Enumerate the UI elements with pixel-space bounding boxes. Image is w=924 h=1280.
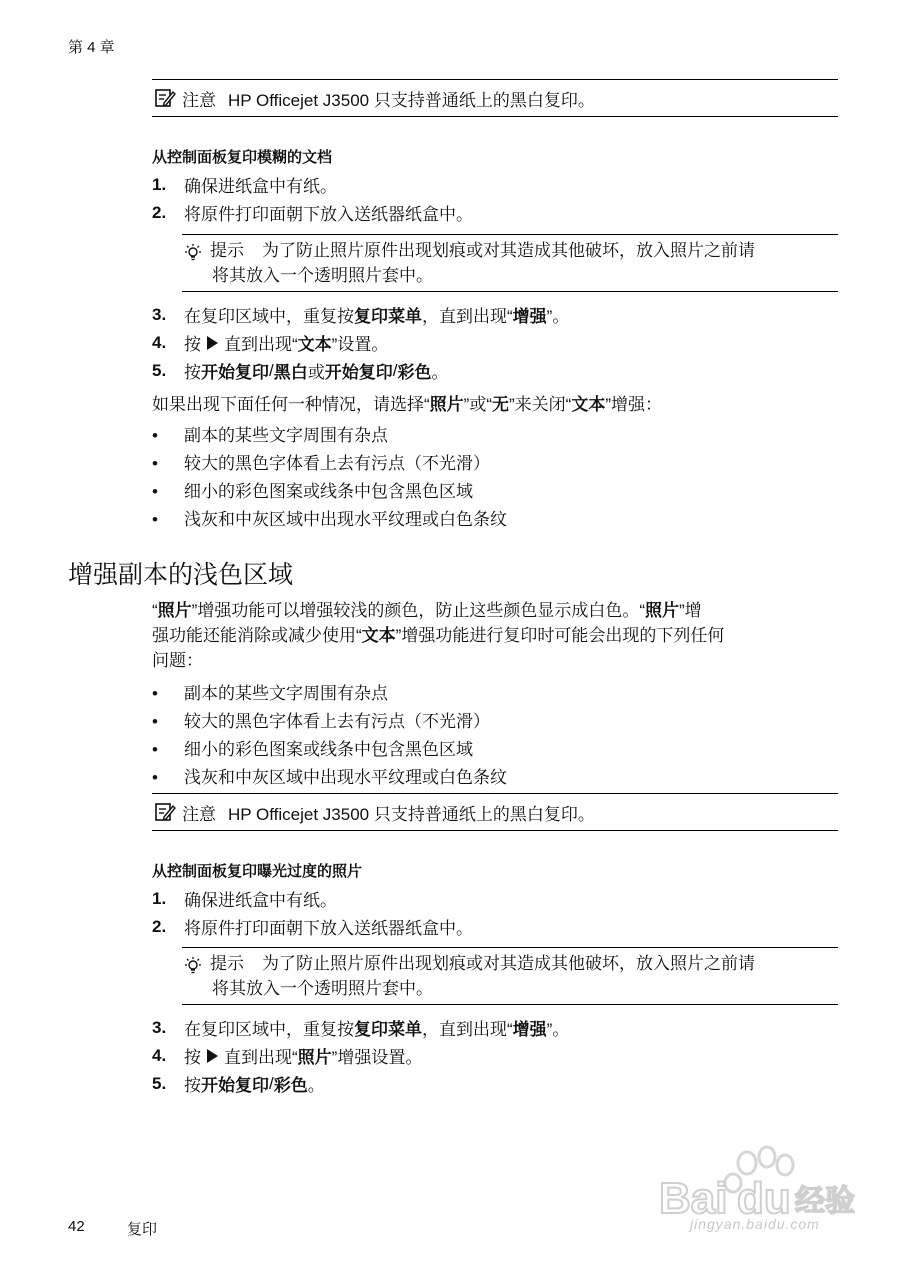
step-bold: 增强 (512, 307, 547, 326)
tip-text-line1: 为了防止照片原件出现划痕或对其造成其他破坏，放入照片之前请 (262, 954, 755, 973)
step-3 (152, 1015, 569, 1040)
procedure-title: 从控制面板复印曝光过度的照片 (152, 863, 363, 880)
step-text: 。 (307, 1076, 325, 1095)
step-bold: 文本 (297, 335, 332, 354)
paragraph-line: 问题： (152, 651, 203, 670)
list-item-text: 细小的彩色图案或线条中包含黑色区域 (184, 482, 473, 501)
step-number: 3. (152, 304, 167, 324)
step-text: 确保进纸盒中有纸。 (184, 891, 337, 910)
step-4 (152, 1043, 422, 1068)
svg-text:Bai: Bai (659, 1174, 728, 1223)
list-item (152, 421, 388, 446)
step-number: 1. (152, 888, 167, 908)
step-bold: 复印菜单 (354, 1020, 422, 1039)
para-bold: 文本 (361, 626, 396, 645)
step-5 (152, 358, 448, 383)
step-text: ，直到出现“ (422, 1020, 513, 1039)
step-text: 按 (184, 335, 201, 354)
step-text: 将原件打印面朝下放入送纸器纸盒中。 (184, 205, 473, 224)
step-text: ”增强设置。 (331, 1048, 423, 1067)
step-number: 5. (152, 360, 167, 380)
step-text: 将原件打印面朝下放入送纸器纸盒中。 (184, 919, 473, 938)
chapter-label: 第 4 章 (68, 39, 115, 56)
note-box (152, 79, 838, 117)
footer-section-title: 复印 (127, 1221, 158, 1238)
note-box (152, 793, 838, 831)
note-text: HP Officejet J3500 只支持普通纸上的黑白复印。 (228, 804, 595, 824)
step-1 (152, 886, 337, 911)
tip-text-line2: 将其放入一个透明照片套中。 (212, 979, 433, 998)
para-text: ”增强功能可以增强较浅的颜色，防止这些颜色显示成白色。“ (191, 601, 645, 620)
list-item-text: 较大的黑色字体看上去有污点（不光滑） (184, 712, 490, 731)
bullet: • (152, 768, 158, 787)
bullet: • (152, 712, 158, 731)
section-heading: 增强副本的浅色区域 (68, 561, 294, 589)
bullet: • (152, 454, 158, 473)
step-bold: 增强 (512, 1020, 547, 1039)
step-text: ”。 (546, 307, 570, 326)
step-number: 4. (152, 1045, 167, 1065)
tip-text-line1: 为了防止照片原件出现划痕或对其造成其他破坏，放入照片之前请 (262, 241, 755, 260)
step-bold: 开始复印 (324, 363, 393, 382)
step-bold: 彩色 (397, 363, 432, 382)
step-number: 4. (152, 332, 167, 352)
paragraph-line (152, 623, 724, 648)
step-3 (152, 302, 569, 327)
note-label: 注意 (182, 90, 216, 110)
step-text: / (269, 1073, 274, 1093)
para-text: ”或“ (463, 395, 492, 414)
step-number: 2. (152, 202, 167, 222)
paragraph (152, 390, 662, 415)
tip-text-line2: 将其放入一个透明照片套中。 (212, 266, 433, 285)
tip-box (182, 234, 838, 292)
list-item-text: 副本的某些文字周围有杂点 (184, 684, 388, 703)
right-arrow-icon (207, 1049, 218, 1063)
step-4 (152, 330, 388, 355)
step-number: 3. (152, 1017, 167, 1037)
para-text: ”增 (679, 601, 702, 620)
para-text: ”增强： (605, 395, 662, 414)
list-item-text: 浅灰和中灰区域中出现水平纹理或白色条纹 (184, 510, 507, 529)
procedure-title: 从控制面板复印模糊的文档 (152, 149, 333, 166)
para-bold: 文本 (571, 395, 606, 414)
step-number: 1. (152, 174, 167, 194)
svg-text:du: du (737, 1174, 791, 1223)
bullet: • (152, 740, 158, 759)
step-text: / (392, 360, 398, 380)
para-bold: 照片 (429, 395, 464, 414)
tip-label: 提示 (210, 241, 244, 260)
list-item (152, 735, 473, 760)
step-bold: 彩色 (273, 1076, 308, 1095)
step-text: 或 (307, 363, 325, 382)
step-2 (152, 914, 473, 939)
step-number: 2. (152, 916, 167, 936)
para-bold: 照片 (157, 601, 192, 620)
tip-box (182, 947, 838, 1005)
step-text: 在复印区域中，重复按 (184, 1020, 354, 1039)
step-number: 5. (152, 1073, 167, 1093)
list-item (152, 707, 490, 732)
page-number: 42 (68, 1218, 85, 1235)
list-item (152, 505, 507, 530)
lightbulb-icon (182, 956, 204, 978)
tip-label: 提示 (210, 954, 244, 973)
step-bold: 黑白 (273, 363, 308, 382)
para-text: 强功能还能消除或减少使用“ (152, 626, 362, 645)
watermark-url: jingyan.baidu.com (690, 1216, 820, 1232)
step-text: 按 (184, 1048, 201, 1067)
note-text: HP Officejet J3500 只支持普通纸上的黑白复印。 (228, 90, 595, 110)
list-item (152, 477, 473, 502)
bullet: • (152, 482, 158, 501)
step-text: 直到出现“ (224, 335, 298, 354)
para-text: ”来关闭“ (509, 395, 572, 414)
list-item (152, 449, 490, 474)
step-bold: 复印菜单 (354, 307, 422, 326)
note-icon (154, 87, 176, 109)
para-bold: 照片 (645, 601, 679, 620)
note-icon (154, 801, 176, 823)
step-5 (152, 1071, 325, 1096)
step-2 (152, 200, 473, 225)
step-text: ，直到出现“ (422, 307, 513, 326)
list-item (152, 679, 388, 704)
right-arrow-icon (207, 336, 218, 350)
step-1 (152, 172, 337, 197)
step-text: / (269, 360, 274, 380)
bullet: • (152, 684, 158, 703)
lightbulb-icon (182, 243, 204, 265)
list-item-text: 细小的彩色图案或线条中包含黑色区域 (184, 740, 473, 759)
step-text: ”。 (546, 1020, 570, 1039)
step-bold: 开始复印 (201, 1076, 269, 1095)
para-text: ”增强功能进行复印时可能会出现的下列任何 (395, 626, 725, 645)
step-text: 确保进纸盒中有纸。 (184, 177, 337, 196)
step-text: 在复印区域中，重复按 (184, 307, 354, 326)
para-bold: 无 (492, 395, 509, 414)
bullet: • (152, 510, 158, 529)
list-item-text: 浅灰和中灰区域中出现水平纹理或白色条纹 (184, 768, 507, 787)
list-item-text: 副本的某些文字周围有杂点 (184, 426, 388, 445)
step-text: ”设置。 (331, 335, 389, 354)
step-bold: 照片 (297, 1048, 332, 1067)
list-item (152, 763, 507, 788)
svg-text:经验: 经验 (795, 1184, 855, 1219)
step-bold: 开始复印 (201, 363, 269, 382)
para-text: 如果出现下面任何一种情况，请选择“ (152, 395, 430, 414)
note-label: 注意 (182, 804, 216, 824)
paragraph-line (152, 598, 702, 623)
para-text: “ (152, 601, 158, 620)
step-text: 。 (431, 363, 449, 382)
step-text: 按 (184, 1076, 201, 1095)
step-text: 直到出现“ (224, 1048, 298, 1067)
list-item-text: 较大的黑色字体看上去有污点（不光滑） (184, 454, 490, 473)
step-text: 按 (184, 363, 201, 382)
bullet: • (152, 426, 158, 445)
